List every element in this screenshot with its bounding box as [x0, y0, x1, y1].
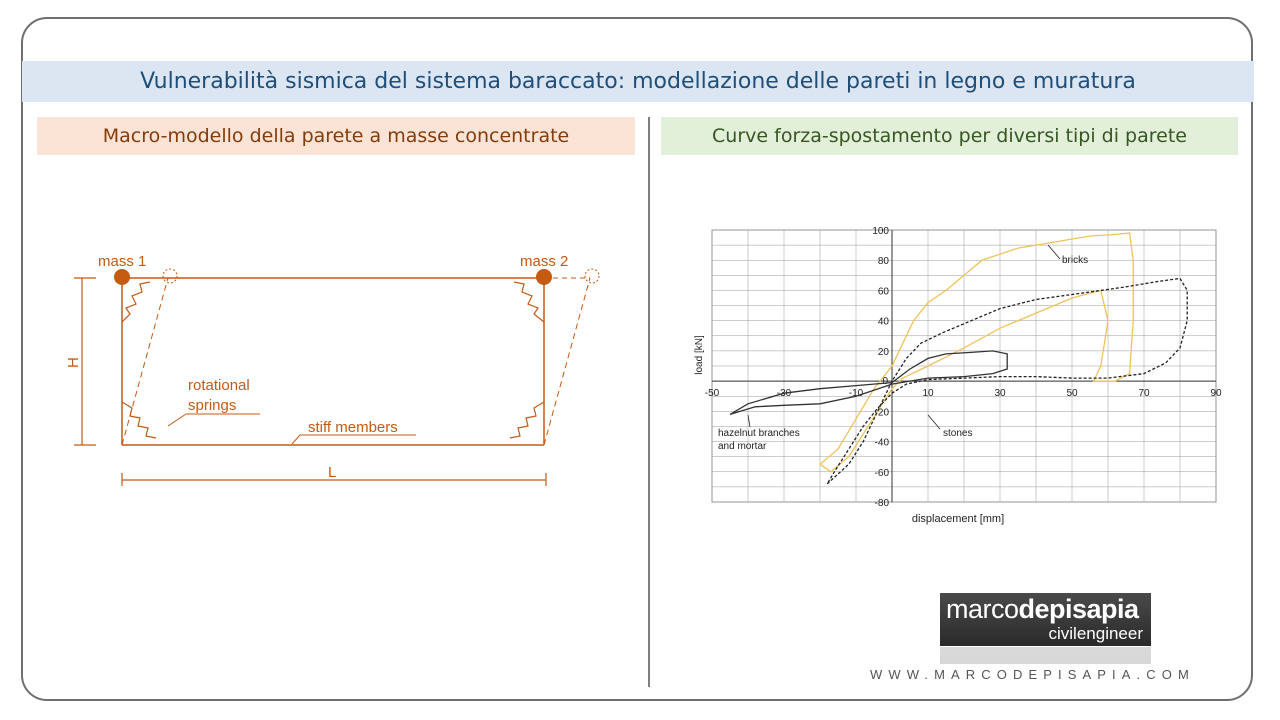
x-tick-label: -30: [776, 388, 792, 400]
l-label: L: [328, 464, 337, 481]
left-panel-heading: Macro-modello della parete a masse concentrate: [37, 117, 635, 155]
x-tick-label: -10: [848, 388, 864, 400]
chart-series: [730, 233, 1187, 484]
mass1-label: mass 1: [98, 253, 147, 270]
hazelnut-pointer: [748, 415, 750, 427]
chart-ticks: [705, 226, 1222, 509]
y-tick-label: -80: [874, 498, 889, 509]
y-tick-label: -40: [874, 437, 889, 449]
rotational-springs-label-line2: springs: [188, 397, 237, 414]
x-tick-label: 10: [922, 388, 934, 400]
series-hazelnut: [730, 351, 1007, 415]
annotation-hazelnut-line1: hazelnut branches: [718, 428, 800, 439]
y-tick-label: 100: [872, 226, 889, 237]
bricks-pointer: [1048, 245, 1060, 259]
logo-wordmark: marcodepisapia: [946, 594, 1139, 624]
mass2-displaced: [585, 269, 599, 283]
panel-divider: [648, 117, 650, 687]
spring-bottom-right: [510, 402, 544, 438]
y-tick-label: -60: [874, 467, 889, 479]
brand-logo: [940, 593, 1151, 646]
y-tick-label: 20: [877, 346, 889, 358]
logo-subtitle: civilengineer: [1048, 624, 1143, 643]
spring-top-right: [514, 282, 544, 322]
mass2-node: [536, 269, 552, 285]
x-tick-label: 70: [1138, 388, 1150, 400]
deformed-left-post: [122, 278, 168, 445]
x-tick-label: 90: [1210, 388, 1222, 400]
right-panel-heading: Curve forza-spostamento per diversi tipi di parete: [661, 117, 1238, 155]
x-axis-label: displacement [mm]: [911, 513, 1005, 525]
chart-grid: [712, 230, 1216, 502]
y-tick-label: 40: [877, 316, 889, 328]
x-tick-label: 30: [994, 388, 1006, 400]
annotation-stones: stones: [943, 428, 973, 439]
annotation-bricks: bricks: [1062, 255, 1089, 266]
annotation-hazelnut-line2: and mortar: [718, 441, 767, 452]
spring-top-left: [122, 282, 150, 322]
mass1-node: [114, 269, 130, 285]
spring-bottom-left: [122, 402, 156, 438]
website-url: WWW.MARCODEPISAPIA.COM: [870, 667, 1195, 682]
stones-pointer: [928, 415, 940, 429]
y-tick-label: 0: [882, 376, 888, 388]
logo-reflection: [940, 647, 1151, 665]
stiff-members-label: stiff members: [308, 419, 398, 436]
y-tick-label: 60: [877, 286, 889, 298]
x-tick-label: -50: [704, 388, 720, 400]
y-axis-label: load [kN]: [694, 335, 705, 375]
mass1-displaced: [163, 269, 177, 283]
y-tick-label: -20: [874, 407, 889, 419]
mass2-label: mass 2: [520, 253, 569, 270]
deformed-right-post: [544, 278, 590, 445]
x-tick-label: 50: [1066, 388, 1078, 400]
slide-title: Vulnerabilità sismica del sistema baraccato: modellazione delle pareti in legno e muratura: [22, 61, 1254, 102]
rotational-springs-label-line1: rotational: [188, 377, 250, 394]
force-displacement-chart: [690, 215, 1240, 535]
wall-macro-model-diagram: [60, 230, 640, 500]
y-tick-label: 80: [877, 256, 889, 268]
h-label: H: [65, 357, 82, 368]
